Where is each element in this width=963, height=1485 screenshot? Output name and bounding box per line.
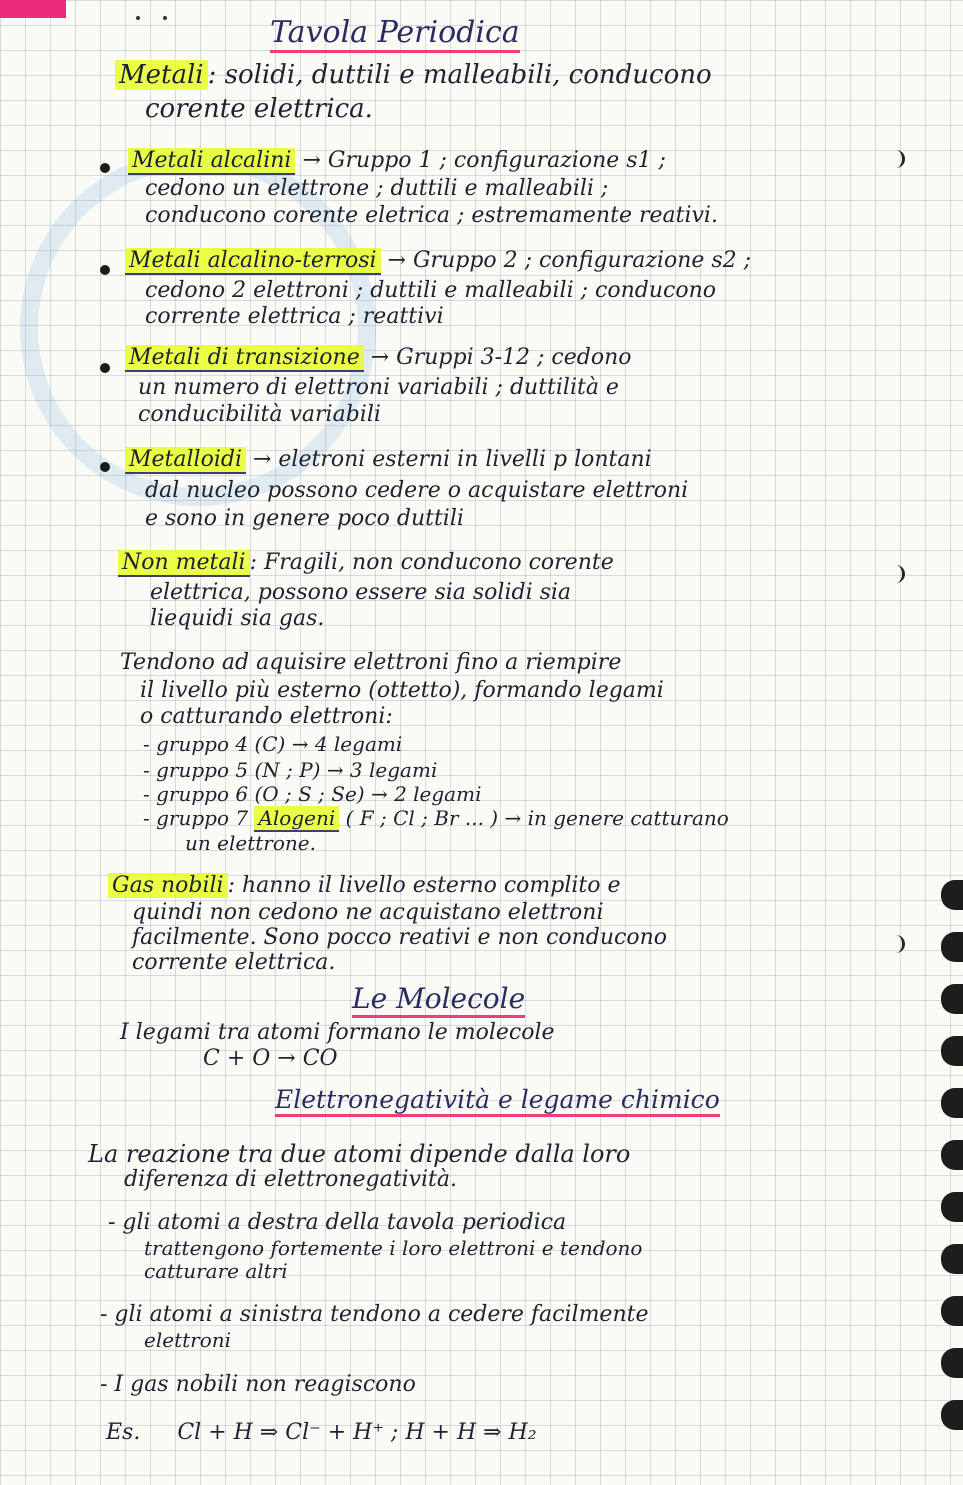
page-title: Tavola Periodica [270,20,520,46]
transizione-line1: Metali di transizione → Gruppi 3-12 ; cedono [125,345,632,371]
gas-nobili-line4: corrente elettrica. [132,950,336,975]
gas-nobili-reagiscono: - I gas nobili non reagiscono [100,1372,416,1397]
pink-tab [0,0,66,18]
alcalini-term: Metali alcalini [128,148,295,175]
metalloidi-line2: dal nucleo possono cedere o acquistare elettroni [145,478,689,503]
bullet [100,363,110,373]
destra-line2: trattengono fortemente i loro elettroni e tendono [144,1236,643,1260]
alcalini-line2: cedono un elettrone ; duttili e malleabili ; [145,176,609,201]
tendono-item: - gruppo 6 (O ; S ; Se) → 2 legami [143,782,482,806]
non-metali-line2: elettrica, possono essere sia solidi sia [150,580,572,605]
example-formula: Cl + H ⇒ Cl⁻ + H⁺ ; H + H ⇒ H₂ [177,1420,537,1445]
binder-hole [890,565,905,583]
tendono-item-cont: un elettrone. [185,831,316,855]
alogeni-term: Alogeni [254,806,339,832]
alcalino-terrosi-line1: Metali alcalino-terrosi → Gruppo 2 ; configurazione s2 ; [125,248,751,274]
non-metali-line3: liequidi sia gas. [150,606,325,631]
gas-nobili-line2: quindi non cedono ne acquistano elettroni [132,900,604,925]
metali-line1: Metali : solidi, duttili e malleabili, conducono [115,62,712,88]
metalloidi-term: Metalloidi [125,447,246,474]
example-line [106,1420,537,1446]
transizione-term: Metali di transizione [125,345,364,372]
metalloidi-line1: Metalloidi → eletroni esterni in livelli p lontani [125,447,652,473]
alcalino-terrosi-line3: corrente elettrica ; reattivi [145,304,444,329]
sinistra-line2: elettroni [144,1328,232,1352]
gas-nobili-term: Gas nobili [108,873,228,898]
dot [163,16,167,20]
dot [136,16,140,20]
non-metali-line1: Non metali : Fragili, non conducono corente [118,550,614,576]
tendono-line3: o catturando elettroni: [140,704,393,729]
tendono-item: - gruppo 5 (N ; P) → 3 legami [143,758,438,782]
tendono-line1: Tendono ad aquisire elettroni fino a riempire [120,650,622,675]
alcalino-terrosi-term: Metali alcalino-terrosi [125,248,381,275]
elettronegativita-line1: La reazione tra due atomi dipende dalla loro [88,1140,631,1168]
binder-hole [890,935,905,953]
bullet [100,265,110,275]
non-metali-term: Non metali [118,550,250,577]
elettronegativita-heading: Elettronegatività e legame chimico [275,1087,720,1113]
destra-line1: - gli atomi a destra della tavola periodica [108,1210,567,1235]
destra-line3: catturare altri [144,1259,288,1283]
elettronegativita-line2: diferenza di elettronegatività. [124,1167,457,1192]
bullet [100,163,110,173]
molecole-line1: I legami tra atomi formano le molecole [120,1020,555,1045]
bullet [100,462,110,472]
alcalini-line3: conducono corente eletrica ; estremamente reativi. [145,203,718,228]
alcalini-line1: Metali alcalini → Gruppo 1 ; configurazione s1 ; [128,148,666,174]
transizione-line3: conducibilità variabili [138,402,381,427]
example-label: Es. [106,1420,141,1445]
gas-nobili-line3: facilmente. Sono pocco reativi e non conducono [132,925,668,950]
alcalino-terrosi-line2: cedono 2 elettroni ; duttili e malleabili ; conducono [145,278,716,303]
metalloidi-line3: e sono in genere poco duttili [145,506,464,531]
molecole-formula: C + O → CO [203,1046,338,1071]
molecole-heading: Le Molecole [352,986,525,1012]
transizione-line2: un numero di elettroni variabili ; duttilità e [138,375,619,400]
tendono-line2: il livello più esterno (ottetto), formando legami [140,678,664,703]
metali-term: Metali [115,60,208,90]
binder-hole [890,150,905,168]
tendono-item-alogeni: - gruppo 7 Alogeni ( F ; Cl ; Br ... ) → in genere catturano [143,806,729,830]
metali-line2: corente elettrica. [145,94,373,124]
tendono-item: - gruppo 4 (C) → 4 legami [143,732,403,756]
sinistra-line1: - gli atomi a sinistra tendono a cedere facilmente [100,1302,649,1327]
gas-nobili-line1: Gas nobili : hanno il livello esterno complito e [108,873,621,899]
